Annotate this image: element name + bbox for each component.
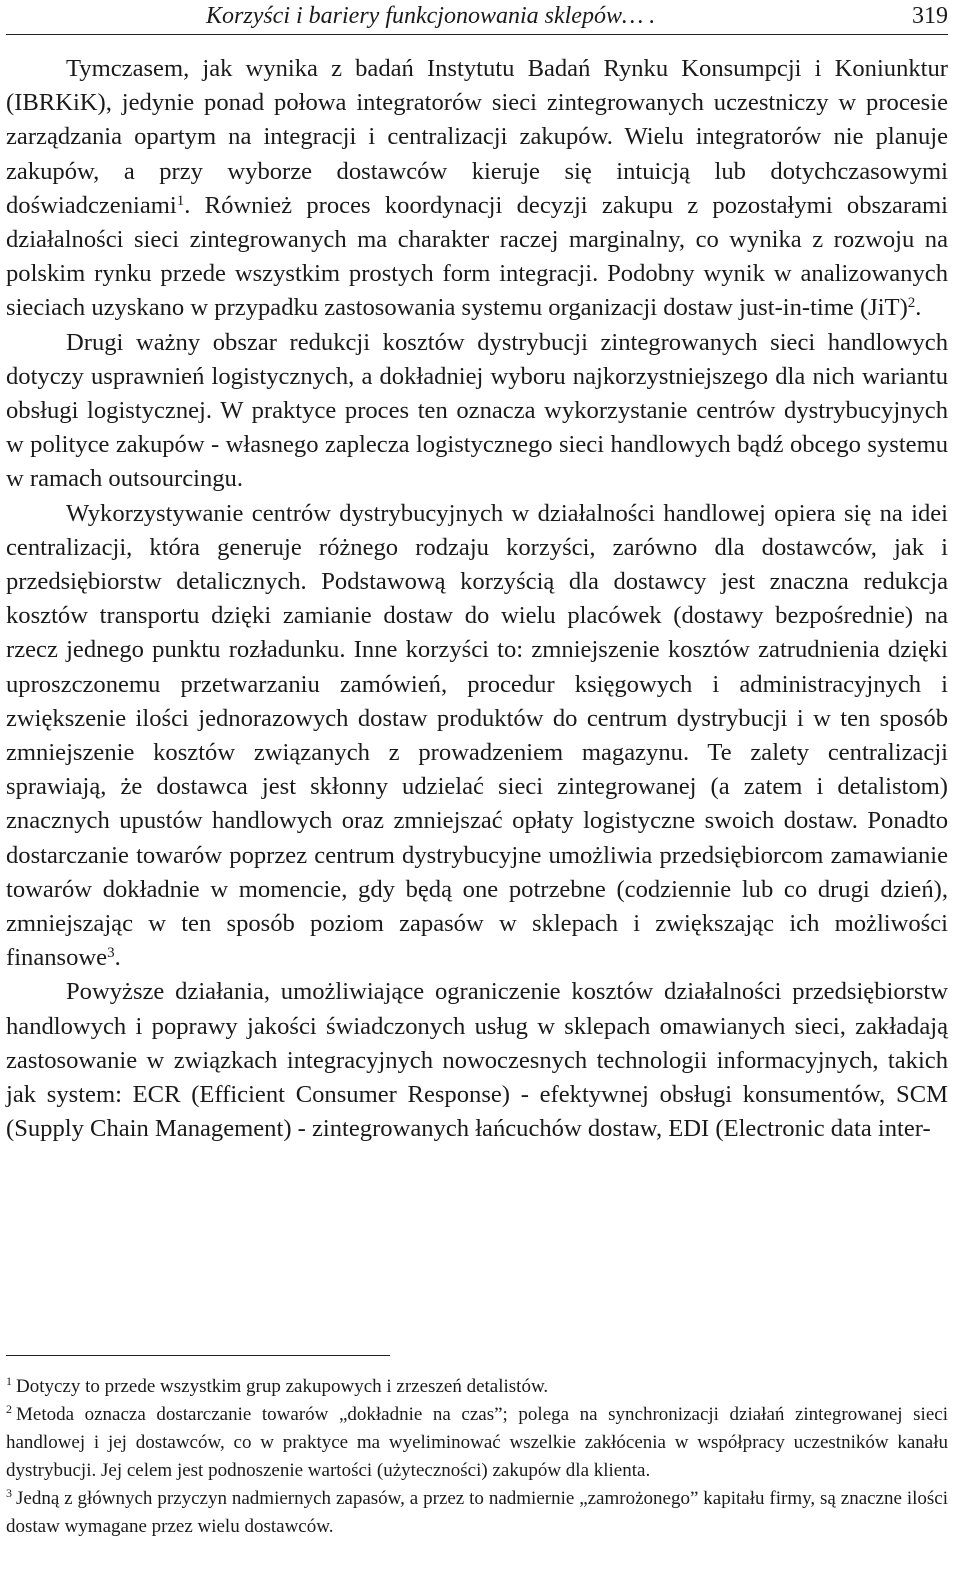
running-title: Korzyści i bariery funkcjonowania sklepów… .: [206, 3, 656, 29]
paragraph-3: [6, 497, 948, 976]
footnotes: [6, 1373, 948, 1541]
paragraph-1-text-c: .: [915, 294, 922, 322]
paragraph-3-text-a: Wykorzystywanie centrów dystrybucyjnych w działalności handlowej opiera się na idei centralizacji, która generuje różnego rodzaju korzyści, zarówno dla dostawców, jak i przedsiębiorstw detalicznych. Podstawową korzyścią dla dostawcy jest znaczna redukcja kosztów transportu dzięki zamianie dostaw do wielu placówek (dostawy bezpośrednie) na rzecz jednego punktu rozładunku. Inne korzyści to: zmniejszenie kosztów zatrudnienia dzięki uproszczonemu przetwarzaniu zamówień, procedur księgowych i administracyjnych i zwiększenie ilości jednorazowych dostaw produktów do centrum dystrybucji i w ten sposób zmniejszenie kosztów związanych z prowadzeniem magazynu. Te zalety centralizacji sprawiają, że dostawca jest skłonny udzielać sieci zintegrowanej (a zatem i detalistom) znacznych upustów handlowych oraz zmniejszać opłaty logistyczne swoich dostaw. Ponadto dostarczanie towarów poprzez centrum dystrybucyjne umożliwia przedsiębiorcom zamawianie towarów dokładnie w momencie, gdy będą one potrzebne (codziennie lub co drugi dzień), zmniejszając w ten sposób poziom zapasów w sklepach i zwiększając ich możliwości finansowe: [6, 499, 948, 972]
running-header: [6, 0, 948, 35]
paragraph-1: [6, 52, 948, 326]
paragraph-1-text-a: Tymczasem, jak wynika z badań Instytutu Badań Rynku Konsumpcji i Koniunktur (IBRKiK), jedynie ponad połowa integratorów sieci zintegrowanych uczestniczy w procesie zarządzania opartym na integracji i centralizacji zakupów. Wielu integratorów nie planuje zakupów, a przy wyborze dostawców kieruje się intuicją lub dotychczasowymi doświadczeniami: [6, 55, 948, 219]
footnote-ref-2[interactable]: 2: [907, 295, 916, 312]
footnote-number: 3: [6, 1486, 12, 1500]
footnote-text: Dotyczy to przede wszystkim grup zakupowych i zrzeszeń detalistów.: [16, 1376, 549, 1397]
footnote-3: [6, 1485, 948, 1541]
footnote-number: 1: [6, 1374, 12, 1388]
paragraph-4: Powyższe działania, umożliwiające ograniczenie kosztów działalności przedsiębiorstw handlowych i poprawy jakości świadczonych usług w sklepach omawianych sieci, zakładają zastosowanie w związkach integracyjnych nowoczesnych technologii informacyjnych, takich jak system: ECR (Efficient Consumer Response) - efektywnej obsługi konsumentów, SCM (Supply Chain Management) - zintegrowanych łańcuchów dostaw, EDI (Electronic data inter-: [6, 978, 948, 1143]
paragraph-2: Drugi ważny obszar redukcji kosztów dystrybucji zintegrowanych sieci handlowych dotyczy usprawnień logistycznych, a dokładniej wyboru najkorzystniejszego dla nich wariantu obsługi logistycznej. W praktyce proces ten oznacza wykorzystanie centrów dystrybucyjnych w polityce zakupów - własnego zaplecza logistycznego sieci handlowych bądź obcego systemu w ramach outsourcingu.: [6, 328, 948, 493]
main-text: [6, 52, 948, 1147]
footnote-text: Jedną z głównych przyczyn nadmiernych zapasów, a przez to nadmiernie „zamrożonego” kapitału firmy, są znaczne ilości dostaw wymagane przez wielu dostawców.: [6, 1488, 948, 1537]
page-number: 319: [912, 3, 948, 29]
footnote-text: Metoda oznacza dostarczanie towarów „dokładnie na czas”; polega na synchronizacji działań zintegrowanej sieci handlowej i jej dostawców, co w praktyce ma wyeliminować wszelkie zakłócenia w współpracy uczestników kanału dystrybucji. Jej celem jest podnoszenie wartości (użyteczności) zakupów dla klienta.: [6, 1404, 948, 1481]
paragraph-3-text-b: .: [114, 944, 121, 972]
paragraph-1-text-b: . Również proces koordynacji decyzji zakupu z pozostałymi obszarami działalności sieci zintegrowanych ma charakter raczej marginalny, co wynika z rozwoju na polskim rynku przede wszystkim prostych form integracji. Podobny wynik w analizowanych sieciach uzyskano w przypadku zastosowania systemu organizacji dostaw just-in-time (JiT): [6, 191, 948, 322]
footnote-2: [6, 1401, 948, 1485]
footnote-ref-3[interactable]: 3: [107, 945, 115, 962]
footnote-divider: [6, 1355, 390, 1356]
footnote-ref-1[interactable]: 1: [176, 192, 185, 209]
footnote-1: [6, 1373, 948, 1401]
footnote-number: 2: [6, 1402, 12, 1416]
